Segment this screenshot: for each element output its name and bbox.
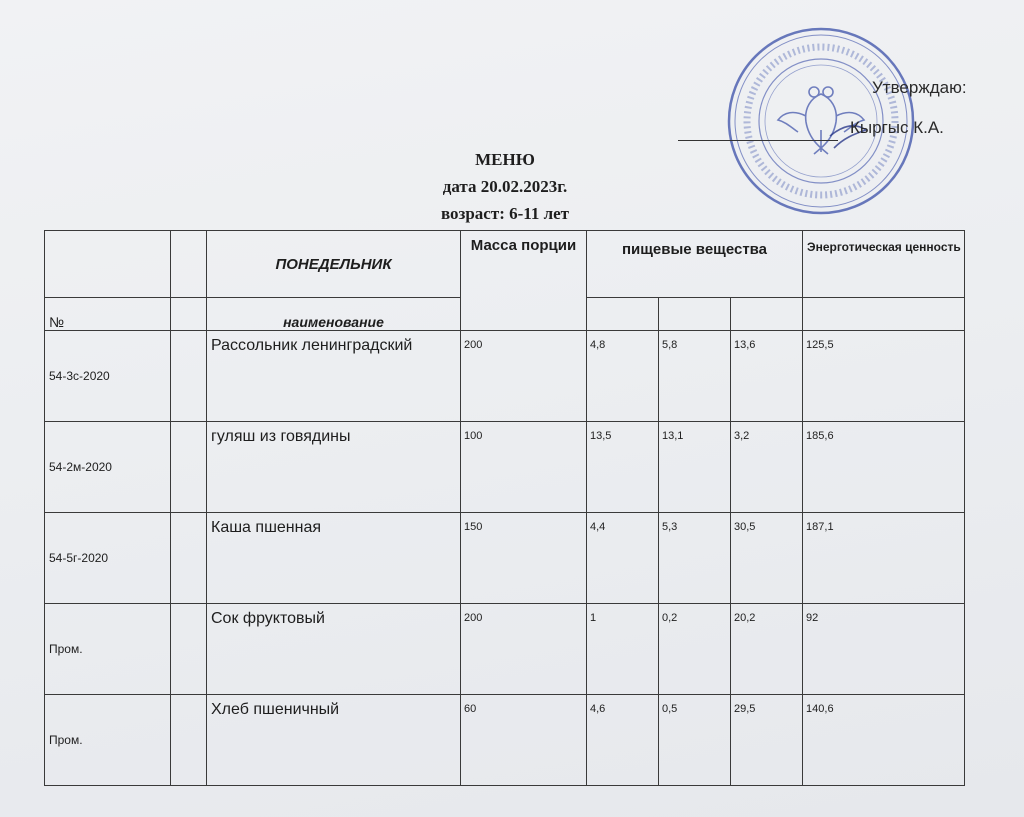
dish-name: Рассольник ленинградский [207, 331, 461, 422]
nutrient-value-1: 13,5 [587, 422, 659, 513]
nutrient-value-2: 0,2 [659, 604, 731, 695]
nutrient-value-3: 3,2 [731, 422, 803, 513]
energy-value: 92 [803, 604, 965, 695]
menu-title: МЕНЮ [475, 150, 535, 169]
nutrient-value-2: 5,3 [659, 513, 731, 604]
menu-age: возраст: 6-11 лет [440, 204, 570, 223]
menu-date: дата 20.02.2023г. [442, 177, 568, 196]
table-row [45, 513, 965, 604]
nutrient-value-3: 30,5 [731, 513, 803, 604]
nutrient-value-1: 4,8 [587, 331, 659, 422]
menu-table [44, 230, 965, 786]
portion-mass: 60 [461, 695, 587, 786]
energy-header: Энерготическая ценность [803, 231, 965, 298]
nutrient-value-1: 4,6 [587, 695, 659, 786]
energy-value: 140,6 [803, 695, 965, 786]
table-row [45, 331, 965, 422]
table-row [45, 604, 965, 695]
recipe-code: Пром. [45, 604, 171, 695]
portion-mass: 200 [461, 604, 587, 695]
dish-name: Каша пшенная [207, 513, 461, 604]
energy-value: 125,5 [803, 331, 965, 422]
dish-name: Хлеб пшеничный [207, 695, 461, 786]
nutrient-value-1: 4,4 [587, 513, 659, 604]
nutrient-value-2: 13,1 [659, 422, 731, 513]
day-header: ПОНЕДЕЛЬНИК [207, 231, 461, 298]
nutrient-value-3: 29,5 [731, 695, 803, 786]
dish-name: гуляш из говядины [207, 422, 461, 513]
name-header: наименование [207, 298, 461, 331]
table-row [45, 422, 965, 513]
approve-label: Утверждаю: [872, 78, 967, 97]
nutrients-header: пищевые вещества [587, 231, 803, 298]
nutrient-value-1: 1 [587, 604, 659, 695]
energy-value: 187,1 [803, 513, 965, 604]
portion-mass: 100 [461, 422, 587, 513]
recipe-code: Пром. [45, 695, 171, 786]
table-row [45, 695, 965, 786]
nutrient-value-3: 13,6 [731, 331, 803, 422]
menu-header [380, 146, 630, 227]
energy-value: 185,6 [803, 422, 965, 513]
table-header-row [45, 231, 965, 298]
mass-header: Масса порции [461, 231, 587, 331]
nutrient-value-2: 5,8 [659, 331, 731, 422]
portion-mass: 150 [461, 513, 587, 604]
recipe-code: 54-5г-2020 [45, 513, 171, 604]
recipe-code: 54-3с-2020 [45, 331, 171, 422]
portion-mass: 200 [461, 331, 587, 422]
recipe-code: 54-2м-2020 [45, 422, 171, 513]
signature-line [678, 140, 838, 141]
nutrient-value-2: 0,5 [659, 695, 731, 786]
dish-name: Сок фруктовый [207, 604, 461, 695]
signer-name: Кыргыс К.А. [850, 118, 944, 137]
number-header: № [45, 298, 171, 331]
nutrient-value-3: 20,2 [731, 604, 803, 695]
